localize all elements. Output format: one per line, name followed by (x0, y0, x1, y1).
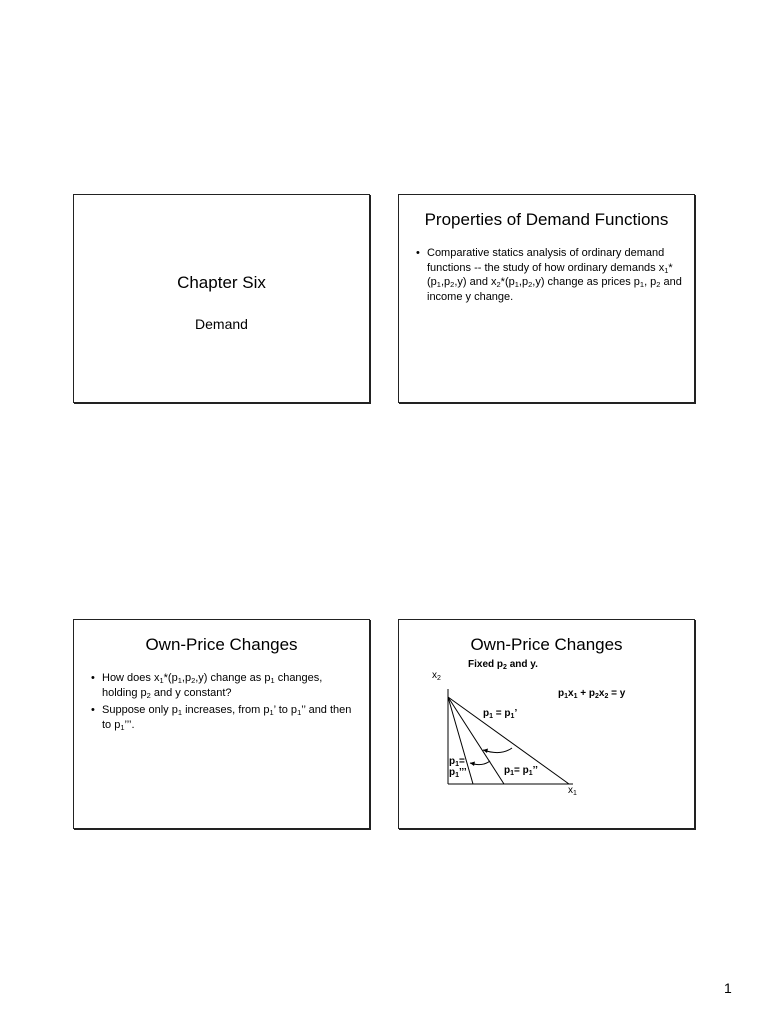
budget-lines-diagram (399, 620, 696, 830)
budget-equation: $p_1x_1 + p_2x_2 = y$ (558, 688, 626, 700)
slide-title: Own-Price Changes (470, 635, 623, 654)
bullet-item: • Comparative statics analysis of ordinary demand functions -- the study of how ordinary demands $x_1*(p_1,p_2,y)$ and $x_2*(p_1,p_2,y)$ change as prices $p_1$, $p_2$ and income y change. (416, 246, 684, 304)
bullet-list (91, 671, 359, 735)
label-p1-triple-prime: $p_1=$ $p_1$’’’ (449, 756, 467, 779)
slide-title: Chapter Six (177, 273, 266, 292)
slide-properties-of-demand-functions (398, 194, 695, 403)
bullet-list (416, 246, 684, 307)
label-p1-prime: $p_1 = p_1$’ (483, 708, 518, 720)
slide-chapter-six (73, 194, 370, 403)
slide-own-price-changes-text (73, 619, 370, 829)
bullet-item: • Suppose only $p_1$ increases, from $p_1$’ to $p_1$’’ and then to $p_1$’’’. (91, 703, 359, 732)
x2-axis-label: $x_2$ (432, 670, 441, 682)
slide-own-price-changes-graph (398, 619, 695, 829)
x1-axis-label: $x_1$ (568, 785, 577, 797)
label-p1-double-prime: $p_1= p_1$’’ (504, 765, 538, 777)
fixed-params-label: Fixed $p_2$ and y. (468, 659, 538, 671)
slide-subtitle: Demand (195, 316, 248, 332)
slide-title: Own-Price Changes (145, 635, 298, 654)
page-number: 1 (724, 980, 732, 996)
slide-title: Properties of Demand Functions (424, 210, 669, 229)
bullet-item: • How does $x_1*(p_1,p_2,y)$ change as $p_1$ changes, holding $p_2$ and y constant? (91, 671, 359, 700)
